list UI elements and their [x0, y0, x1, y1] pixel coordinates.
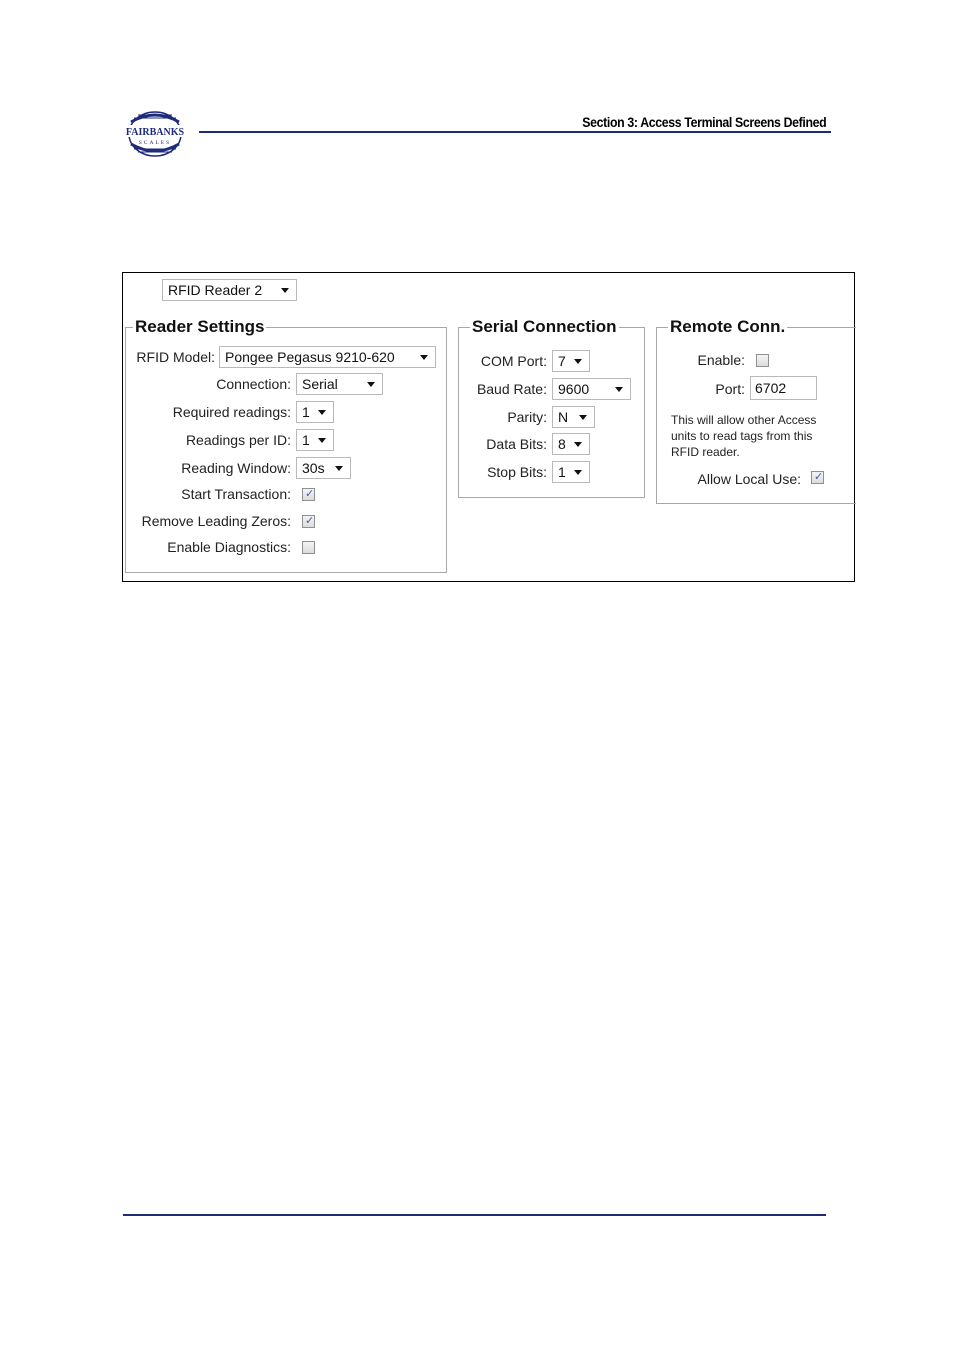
rfid-model-label: RFID Model:: [136, 349, 215, 365]
allow-local-use-label: Allow Local Use:: [697, 471, 801, 487]
stop-bits-select[interactable]: [552, 461, 590, 483]
chevron-down-icon: [367, 382, 375, 387]
start-transaction-label: Start Transaction:: [181, 486, 291, 502]
remote-enable-label: Enable:: [697, 352, 745, 368]
baud-rate-select[interactable]: [552, 378, 631, 400]
remove-leading-zeros-checkbox[interactable]: [302, 515, 315, 528]
enable-diagnostics-label: Enable Diagnostics:: [167, 539, 291, 555]
data-bits-select[interactable]: [552, 433, 590, 455]
chevron-down-icon: [615, 387, 623, 392]
chevron-down-icon: [574, 359, 582, 364]
remote-port-label: Port:: [715, 381, 745, 397]
connection-label: Connection:: [216, 376, 291, 392]
checkmark-icon: ✓: [814, 471, 824, 483]
enable-diagnostics-checkbox[interactable]: [302, 541, 315, 554]
checkmark-icon: ✓: [305, 515, 315, 527]
parity-select[interactable]: [552, 406, 595, 428]
connection-select[interactable]: [296, 373, 383, 395]
reading-window-value: 30s: [302, 460, 325, 476]
stop-bits-value: 1: [558, 464, 566, 480]
baud-rate-label: Baud Rate:: [476, 381, 547, 397]
fairbanks-logo: [124, 110, 186, 158]
rfid-reader-settings-panel: [122, 272, 855, 582]
reader-settings-legend: Reader Settings: [135, 317, 265, 336]
logo-subtext: SCALES: [138, 140, 172, 146]
logo-text: FAIRBANKS: [125, 127, 185, 138]
parity-value: N: [558, 409, 569, 425]
reader-select-value: RFID Reader 2: [168, 282, 263, 298]
rfid-model-value: Pongee Pegasus 9210-620: [225, 349, 395, 365]
header-divider: [199, 131, 831, 133]
reading-window-label: Reading Window:: [181, 460, 291, 476]
note-line-3: RFID reader.: [671, 445, 740, 459]
stop-bits-label: Stop Bits:: [487, 464, 547, 480]
remote-conn-legend: Remote Conn.: [670, 317, 786, 336]
required-readings-select[interactable]: [296, 401, 334, 423]
chevron-down-icon: [574, 442, 582, 447]
chevron-down-icon: [281, 288, 289, 293]
allow-local-use-checkbox[interactable]: [811, 471, 824, 484]
parity-label: Parity:: [507, 409, 547, 425]
note-line-2: units to read tags from this: [671, 429, 813, 443]
readings-per-id-value: 1: [302, 432, 310, 448]
checkmark-icon: ✓: [305, 488, 315, 500]
remote-conn-note: [671, 412, 816, 460]
reader-select[interactable]: [162, 279, 297, 301]
baud-rate-value: 9600: [558, 381, 590, 397]
note-line-1: This will allow other Access: [671, 413, 817, 427]
data-bits-label: Data Bits:: [486, 436, 547, 452]
com-port-value: 7: [558, 353, 566, 369]
connection-value: Serial: [302, 376, 338, 392]
data-bits-value: 8: [558, 436, 566, 452]
chevron-down-icon: [318, 410, 326, 415]
rfid-model-select[interactable]: [219, 346, 436, 368]
serial-connection-legend: Serial Connection: [472, 317, 617, 336]
remove-leading-zeros-label: Remove Leading Zeros:: [141, 513, 291, 529]
com-port-label: COM Port:: [480, 353, 547, 369]
com-port-select[interactable]: [552, 350, 590, 372]
remote-port-input[interactable]: [750, 376, 817, 400]
chevron-down-icon: [318, 438, 326, 443]
chevron-down-icon: [335, 466, 343, 471]
remote-enable-checkbox[interactable]: [756, 354, 769, 367]
footer-divider: [123, 1214, 826, 1216]
reading-window-select[interactable]: [296, 457, 351, 479]
chevron-down-icon: [574, 470, 582, 475]
readings-per-id-select[interactable]: [296, 429, 334, 451]
section-title: Section 3: Access Terminal Screens Defined: [581, 114, 826, 130]
start-transaction-checkbox[interactable]: [302, 488, 315, 501]
chevron-down-icon: [579, 415, 587, 420]
required-readings-label: Required readings:: [172, 404, 291, 420]
required-readings-value: 1: [302, 404, 310, 420]
readings-per-id-label: Readings per ID:: [185, 432, 291, 448]
chevron-down-icon: [420, 355, 428, 360]
remote-port-value: 6702: [755, 380, 787, 396]
